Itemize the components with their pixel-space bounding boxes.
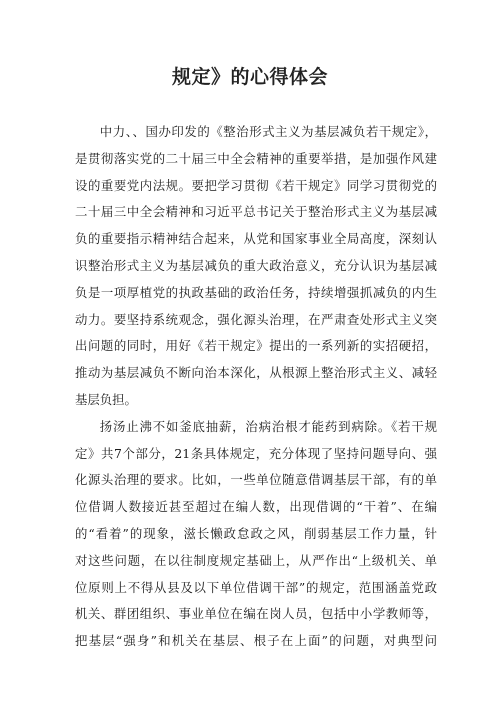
paragraph-2 (75, 414, 437, 655)
text-line: 位原则上不得从县及以下单位借调干部”的规定，范围涵盖党政 (75, 579, 437, 595)
text-line: 二十届三中全会精神和习近平总书记关于整治形式主义为基层减 (75, 204, 437, 220)
text-line: 负是一项厚植党的执政基础的政治任务，持续增强抓减负的内生 (75, 284, 437, 300)
text-line: 机关、群团组织、事业单位在编在岗人员，包括中小学教师等， (75, 606, 437, 622)
paragraph-1 (75, 119, 437, 414)
document-title: 规定》的心得体会 (171, 66, 328, 88)
text-line: 识整治形式主义为基层减负的重大政治意义，充分认识为基层减 (75, 257, 437, 273)
text-line: 化源头治理的要求。比如，一些单位随意借调基层干部，有的单 (75, 472, 437, 488)
text-line: 扬汤止沸不如釜底抽薪，治病治根才能药到病除。《若干规 (99, 418, 437, 434)
text-line: 设的重要党内法规。要把学习贯彻《若干规定》同学习贯彻党的 (75, 177, 437, 193)
text-line: 是贯彻落实党的二十届三中全会精神的重要举措，是加强作风建 (75, 150, 437, 166)
text-line: 动力。要坚持系统观念，强化源头治理，在严肃查处形式主义突 (75, 311, 437, 327)
text-line: 基层负担。 (75, 391, 137, 407)
text-line: 对这些问题，在以往制度规定基础上，从严作出“上级机关、单 (75, 552, 437, 568)
text-line: 定》共7个部分，21条具体规定，充分体现了坚持问题导向、强 (75, 445, 437, 461)
document-body (75, 119, 437, 655)
text-line: 推动为基层减负不断向治本深化，从根源上整治形式主义、减轻 (75, 365, 437, 381)
text-line: 把基层“强身”和机关在基层、根子在上面”的问题，对典型问 (75, 633, 437, 649)
text-line: 出问题的同时，用好《若干规定》提出的一系列新的实招硬招， (75, 338, 437, 354)
text-line: 位借调人数接近甚至超过在编人数，出现借调的“干着”、在编 (75, 499, 437, 515)
text-line: 中力、、国办印发的《整治形式主义为基层减负若干规定》， (99, 124, 437, 139)
text-line: 的“看着”的现象，滋长懒政怠政之风，削弱基层工作力量，针 (75, 525, 437, 541)
text-line: 负的重要指示精神结合起来，从党和国家事业全局高度，深刻认 (75, 231, 437, 247)
